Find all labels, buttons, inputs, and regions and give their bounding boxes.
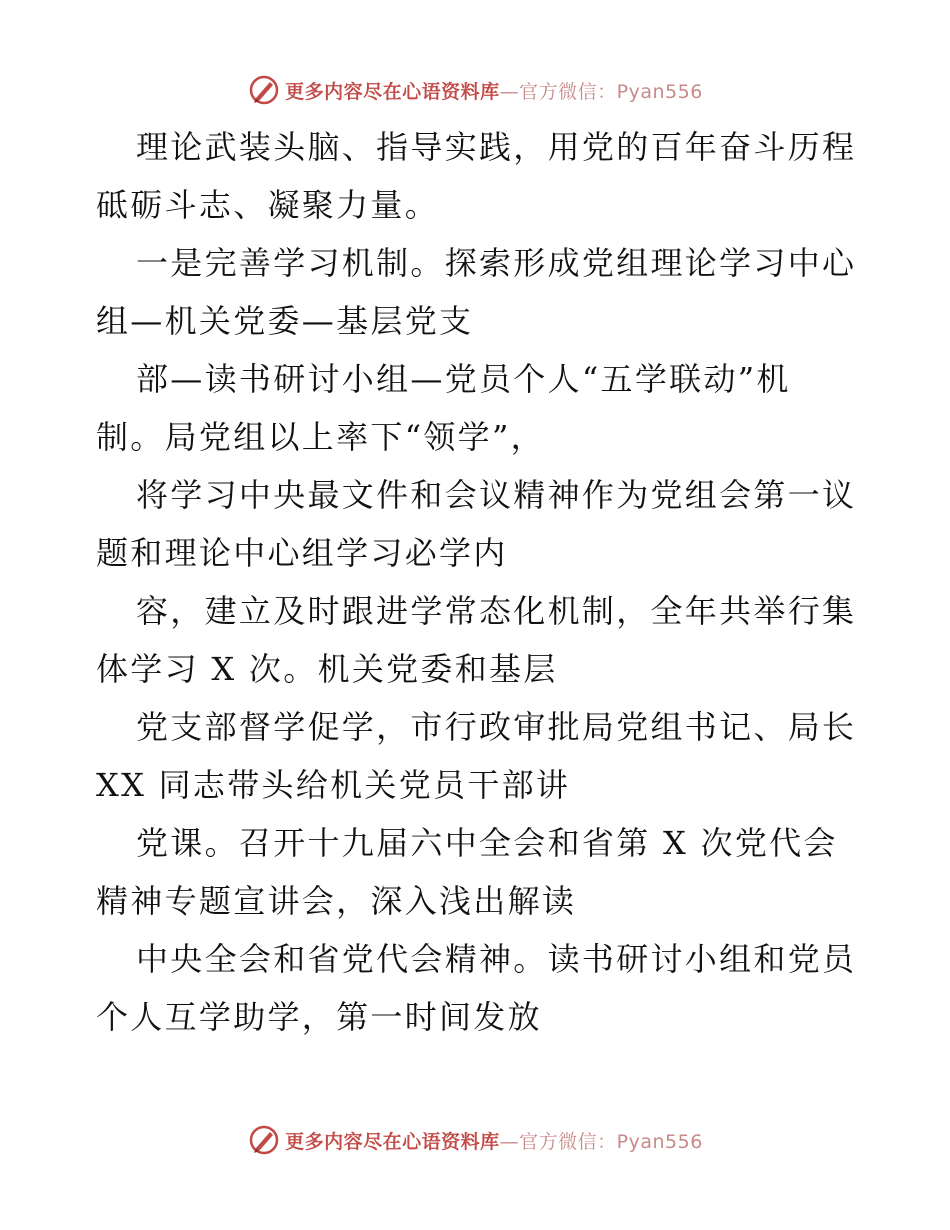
footer-watermark: [0, 1120, 950, 1160]
text-line: 体学习 X 次。机关党委和基层: [96, 650, 558, 688]
text-line: 组—机关党委—基层党支: [96, 302, 474, 340]
text-line: 个人互学助学，第一时间发放: [96, 998, 542, 1036]
text-line: XX 同志带头给机关党员干部讲: [96, 766, 571, 804]
text-line: 砥砺斗志、凝聚力量。: [96, 186, 440, 224]
text-line: 中央全会和省党代会精神。读书研讨小组和党员: [136, 940, 857, 978]
document-body: [96, 118, 866, 1046]
text-line: 党课。召开十九届六中全会和省第 X 次党代会: [136, 824, 838, 862]
text-line: 题和理论中心组学习必学内: [96, 534, 508, 572]
text-line: 将学习中央最文件和会议精神作为党组会第一议: [136, 476, 857, 514]
watermark-text: 更多内容尽在心语资料库—官方微信：Pyan556: [285, 1130, 703, 1153]
text-line: 党支部督学促学，市行政审批局党组书记、局长: [136, 708, 857, 746]
text-line: 理论武装头脑、指导实践，用党的百年奋斗历程: [136, 128, 857, 166]
text-line: 容，建立及时跟进学常态化机制，全年共举行集: [136, 592, 857, 630]
pen-logo-icon: [247, 1123, 281, 1157]
text-line: 精神专题宣讲会，深入浅出解读: [96, 882, 577, 920]
header-watermark: [0, 70, 950, 110]
text-line: 一是完善学习机制。探索形成党组理论学习中心: [136, 244, 857, 282]
text-line: 部—读书研讨小组—党员个人“五学联动”机: [136, 360, 791, 398]
text-line: 制。局党组以上率下“领学”，: [96, 418, 545, 456]
watermark-text: 更多内容尽在心语资料库—官方微信：Pyan556: [285, 80, 703, 103]
pen-logo-icon: [247, 73, 281, 107]
